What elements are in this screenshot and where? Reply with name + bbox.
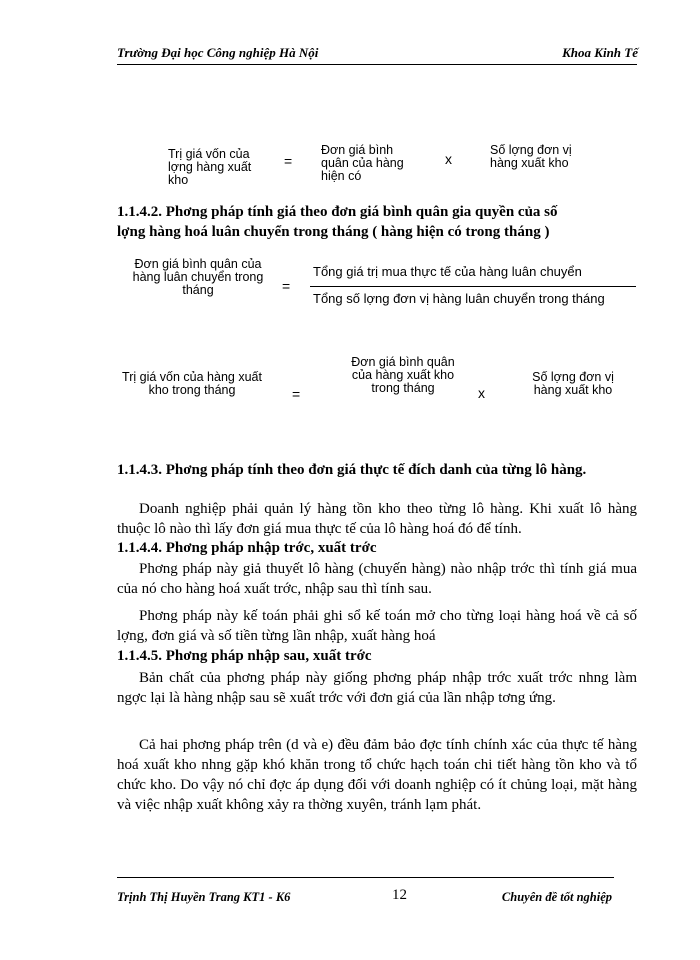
formula2-denominator: Tổng số lợng đơn vị hàng luân chuyển trong tháng bbox=[313, 291, 605, 306]
footer-title: Chuyên đề tốt nghiệp bbox=[501, 890, 612, 904]
header-rule bbox=[117, 64, 637, 65]
formula3-times: x bbox=[478, 385, 485, 401]
section-1142-heading-1: 1.1.4.2. Phơng pháp tính giá theo đơn giá bình quân gia quyền của số bbox=[117, 204, 558, 220]
section-1144-paragraph-1: Phơng pháp này giả thuyết lô hàng (chuyến hàng) nào nhập trớc thì tính giá mua của nó cho hàng hoá xuất trớc, nhập sau thì tính sau. bbox=[117, 561, 637, 597]
section-1144-heading: 1.1.4.4. Phơng pháp nhập trớc, xuất trớc bbox=[117, 540, 377, 556]
footer-author: Trịnh Thị Huyền Trang KT1 - K6 bbox=[117, 890, 291, 904]
formula2-equals: = bbox=[282, 278, 291, 294]
formula1-left: Trị giá vốn của lợng hàng xuất kho bbox=[168, 147, 252, 187]
header-school: Trường Đại học Công nghiệp Hà Nội bbox=[117, 45, 319, 60]
section-1145-paragraph-2: Cả hai phơng pháp trên (d và e) đều đảm bảo đợc tính chính xác của thực tế hàng hoá xuất kho nhng gặp khó khăn trong tổ chức hạch toán chi tiết hàng tồn kho và tổ chức kho. Do vậy nó chỉ đợc áp dụng đối với doanh nghiệp có ít chủng loại, mặt hàng và việc nhập xuất không xảy ra thờng xuyên, tránh lạm phát. bbox=[117, 737, 637, 813]
section-1144-paragraph-2: Phơng pháp này kế toán phải ghi sổ kế toán mở cho từng loại hàng hoá về cả số lợng, đơn giá và số tiền từng lần nhập, xuất hàng hoá bbox=[117, 608, 637, 644]
header-faculty: Khoa Kinh Tế bbox=[562, 45, 638, 60]
footer-rule bbox=[117, 877, 614, 878]
formula1-equals: = bbox=[284, 153, 293, 169]
formula1-right: Số lợng đơn vị hàng xuất kho bbox=[490, 143, 572, 170]
formula2-fraction-bar bbox=[310, 286, 636, 287]
page-number: 12 bbox=[392, 887, 407, 903]
section-1143-heading: 1.1.4.3. Phơng pháp tính theo đơn giá thực tế đích danh của từng lô hàng. bbox=[117, 462, 587, 478]
formula3-right: Số lợng đơn vị hàng xuất kho bbox=[532, 370, 614, 397]
formula3-middle: Đơn giá bình quân của hàng xuất kho trong tháng bbox=[351, 355, 455, 395]
formula1-middle: Đơn giá bình quân của hàng hiện có bbox=[321, 143, 404, 183]
formula2-numerator: Tổng giá trị mua thực tế của hàng luân chuyển bbox=[313, 264, 582, 279]
section-1145-heading: 1.1.4.5. Phơng pháp nhập sau, xuất trớc bbox=[117, 648, 372, 664]
section-1145-paragraph-1: Bản chất của phơng pháp này giống phơng pháp nhập trớc xuất trớc nhng làm ngợc lại là hàng nhập sau sẽ xuất trớc với đơn giá của lần nhập tơng ứng. bbox=[117, 670, 637, 706]
formula1-times: x bbox=[445, 151, 452, 167]
formula3-left: Trị giá vốn của hàng xuất kho trong tháng bbox=[122, 370, 262, 397]
section-1142-heading-2: lợng hàng hoá luân chuyển trong tháng ( hàng hiện có trong tháng ) bbox=[117, 224, 550, 240]
formula2-left: Đơn giá bình quân của hàng luân chuyển trong tháng bbox=[132, 257, 264, 297]
formula3-equals: = bbox=[292, 386, 301, 402]
section-1143-paragraph: Doanh nghiệp phải quản lý hàng tồn kho theo từng lô hàng. Khi xuất lô hàng thuộc lô nào thì lấy đơn giá mua thực tế của lô hàng hoá đó để tính. bbox=[117, 501, 637, 537]
